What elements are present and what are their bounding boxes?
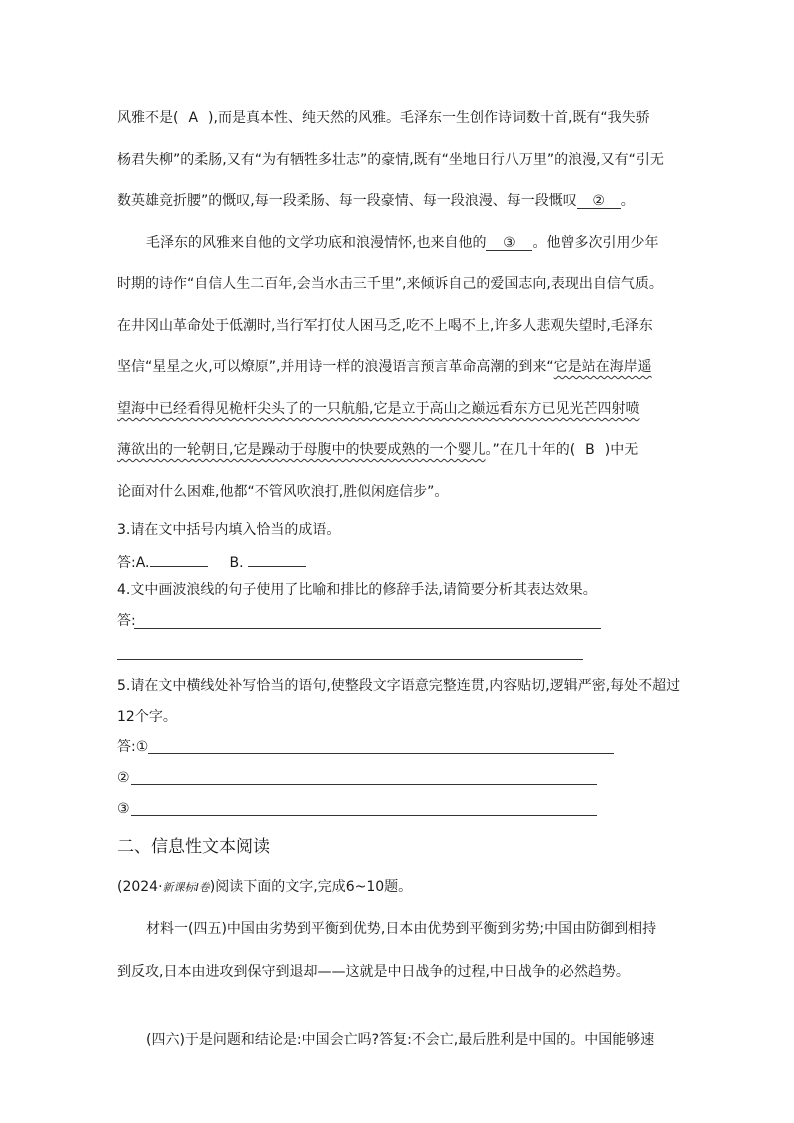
text-run: 。”在几十年的( <box>485 442 576 458</box>
text-run: 到反攻,日本由进攻到保守到退却——这就是中日战争的过程,中日战争的必然趋势。 <box>117 964 630 980</box>
material-line <box>146 919 656 939</box>
text-run: 。他曾多次引用少年 <box>532 235 659 251</box>
text-run: 论面对什么困难,他都“不管风吹浪打,胜似闲庭信步”。 <box>117 484 449 500</box>
text-run: 风雅不是( <box>117 110 179 126</box>
text-run: (2024· <box>117 879 163 895</box>
text-run: 在井冈山革命处于低潮时,当行军打仗人困马乏,吃不上喝不上,许多人悲观失望时,毛泽东 <box>117 318 653 334</box>
passage-line <box>117 440 638 460</box>
text-run: ③ <box>117 801 130 817</box>
text-run: 毛泽东的风雅来自他的文学功底和浪漫情怀,也来自他的 <box>146 235 487 251</box>
text-run: 坚信“星星之火,可以燎原”,并用诗一样的浪漫语言预言革命高潮的到来“ <box>117 359 554 375</box>
text-run: )中无 <box>604 442 639 458</box>
question-5 <box>117 676 680 696</box>
material-line <box>146 1030 654 1050</box>
wavy-underlined-text: 望海中已经看得见桅杆尖头了的一只航船,它是立于高山之巅远看东方已见光芒四射喷 <box>117 401 640 417</box>
answer-5-2 <box>117 768 130 788</box>
wavy-underlined-text: 薄欲出的一轮朝日,它是躁动于母腹中的快要成熟的一个婴儿 <box>117 442 486 458</box>
text-run: 杨君失柳”的柔肠,又有“为有牺牲多壮志”的豪情,既有“坐地日行八万里”的浪漫,又有“引无 <box>117 152 664 168</box>
text-run: B. <box>229 555 244 571</box>
wavy-underlined-text: 它是站在海岸遥 <box>553 359 652 375</box>
text-run: )阅读下面的文字,完成6~10题。 <box>209 879 413 895</box>
answer-4-label <box>117 611 136 631</box>
text-run: 答:① <box>117 739 149 755</box>
answer-3 <box>117 549 306 573</box>
blank-2[interactable]: ② <box>577 191 621 209</box>
source-tag: 新课标Ⅰ卷 <box>162 881 210 894</box>
answer-5-line-1[interactable] <box>148 753 614 754</box>
question-4 <box>117 580 597 600</box>
paren-blank-a[interactable]: A <box>188 110 199 126</box>
answer-4-line-1[interactable] <box>134 628 601 629</box>
passage-line <box>117 274 663 294</box>
text-run: 5.请在文中横线处补写恰当的语句,使整段文字语意完整连贯,内容贴切,逻辑严密,每处不超过 <box>117 678 681 694</box>
text-run: 4.文中画波浪线的句子使用了比喻和排比的修辞手法,请简要分析其表达效果。 <box>117 582 597 598</box>
text-run: ② <box>117 770 130 786</box>
text-run: 二、信息性文本阅读 <box>117 837 270 857</box>
passage-line <box>117 150 664 170</box>
passage-line <box>117 108 650 128</box>
text-run: ),而是真本性、纯天然的风雅。毛泽东一生创作诗词数十首,既有“我失骄 <box>208 110 650 126</box>
text-run: (四六)于是问题和结论是:中国会亡吗?答复:不会亡,最后胜利是中国的。中国能够速 <box>146 1032 655 1048</box>
text-run: 数英雄竞折腰”的慨叹,每一段柔肠、每一段豪情、每一段浪漫、每一段慨叹 <box>117 193 577 209</box>
passage-line <box>117 357 652 377</box>
question-3 <box>117 520 340 540</box>
source-line <box>117 877 412 898</box>
text-run: 材料一(四五)中国由劣势到平衡到优势,日本由优势到平衡到劣势;中国由防御到相持 <box>146 921 657 937</box>
answer-5-line-3[interactable] <box>131 815 597 816</box>
answer-5-line-2[interactable] <box>131 784 597 785</box>
text-run: 答:A. <box>117 555 150 571</box>
paren-blank-b[interactable]: B <box>585 442 595 458</box>
section-heading <box>117 836 270 858</box>
blank-3[interactable]: ③ <box>486 233 532 251</box>
passage-line <box>117 482 448 502</box>
text-run: 12个字。 <box>117 709 177 725</box>
passage-line <box>146 233 658 253</box>
question-5 <box>117 707 177 727</box>
answer-blank-b[interactable] <box>248 549 306 567</box>
text-run: 时期的诗作“自信人生二百年,会当水击三千里”,来倾诉自己的爱国志向,表现出自信气质。 <box>117 276 663 292</box>
answer-5-1 <box>117 737 148 757</box>
answer-4-line-2[interactable] <box>117 659 583 660</box>
passage-line <box>117 191 635 211</box>
answer-blank-a[interactable] <box>150 549 208 567</box>
passage-line <box>117 316 653 336</box>
text-run: 答: <box>117 613 136 629</box>
answer-5-3 <box>117 799 130 819</box>
passage-line <box>117 399 639 419</box>
text-run: 3.请在文中括号内填入恰当的成语。 <box>117 522 341 538</box>
material-line <box>117 962 630 982</box>
text-run: 。 <box>620 193 635 209</box>
